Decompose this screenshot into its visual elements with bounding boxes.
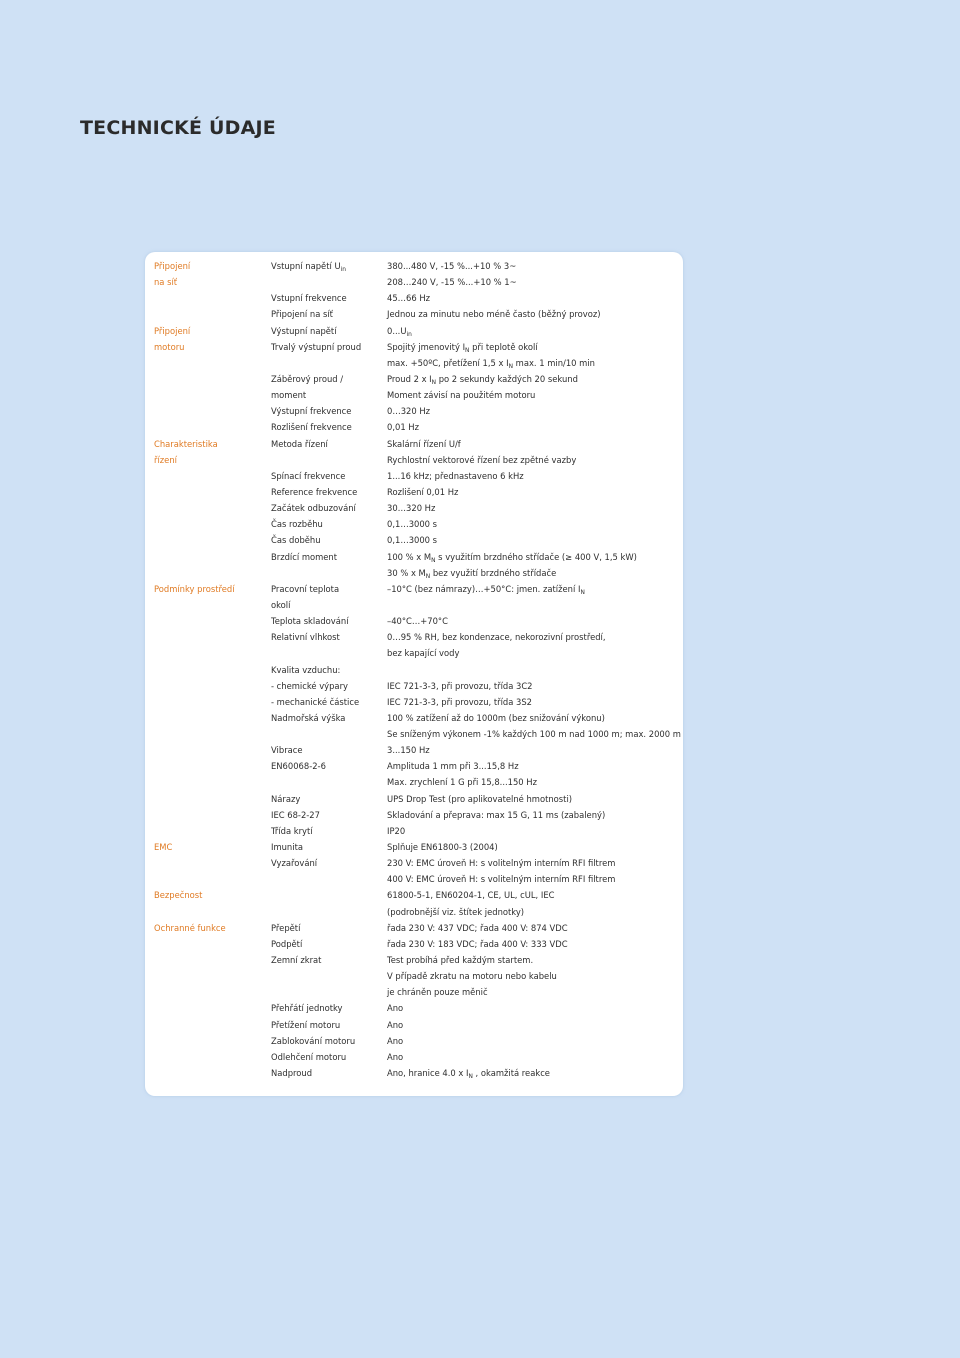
- parameter-value: 30 % x $M_N$ bez využití brzdného střídače: [387, 567, 557, 580]
- parameter-value: Skalární řízení U/f: [387, 438, 461, 449]
- parameter-label: Rozlišení frekvence: [271, 422, 352, 433]
- parameter-value: 0,1…3000 s: [387, 535, 438, 546]
- spec-row: [0, 306, 960, 322]
- parameter-value: 0,01 Hz: [387, 422, 420, 433]
- parameter-label: - chemické výpary: [271, 680, 348, 691]
- page-title: TECHNICKÉ ÚDAJE: [80, 117, 276, 139]
- spec-row: [0, 694, 960, 710]
- spec-row: [0, 468, 960, 484]
- parameter-value: UPS Drop Test (pro aplikovatelné hmotnosti): [387, 793, 573, 804]
- parameter-label: Čas doběhu: [271, 535, 321, 546]
- spec-row: [0, 436, 960, 452]
- parameter-value: –40°C…+70°C: [387, 616, 448, 627]
- parameter-label: Přepětí: [271, 922, 301, 933]
- parameter-value: IEC 721-3-3, při provozu, třída 3C2: [387, 680, 533, 691]
- spec-row: [0, 581, 960, 597]
- parameter-label: Třída krytí: [271, 825, 313, 836]
- spec-row: [0, 339, 960, 355]
- parameter-label: Připojení na síť: [271, 309, 333, 320]
- parameter-label: Zemní zkrat: [271, 955, 322, 966]
- parameter-value: 1...16 kHz; přednastaveno 6 kHz: [387, 470, 524, 481]
- parameter-value: 45…66 Hz: [387, 293, 431, 304]
- parameter-value: 0,1…3000 s: [387, 519, 438, 530]
- parameter-value: IP20: [387, 825, 406, 836]
- parameter-value: (podrobnější viz. štítek jednotky): [387, 906, 525, 917]
- spec-row: [0, 936, 960, 952]
- parameter-label: IEC 68-2-27: [271, 809, 320, 820]
- parameter-value: max. +50ºC, přetížení 1,5 x $I_N$ max. 1 min/10 min: [387, 357, 595, 370]
- spec-row: [0, 774, 960, 790]
- parameter-value: Skladování a přeprava: max 15 G, 11 ms (zabalený): [387, 809, 606, 820]
- parameter-label: Výstupní napětí: [271, 325, 337, 336]
- spec-row: [0, 403, 960, 419]
- section-label: Připojení: [154, 261, 191, 271]
- spec-row: [0, 323, 960, 339]
- parameter-value: 0…95 % RH, bez kondenzace, nekorozivní prostředí,: [387, 632, 606, 643]
- parameter-value: Amplituda 1 mm při 3...15,8 Hz: [387, 761, 519, 772]
- spec-row: [0, 1033, 960, 1049]
- parameter-value: 400 V: EMC úroveň H: s volitelným interním RFI filtrem: [387, 874, 616, 885]
- parameter-value: Moment závisí na použitém motoru: [387, 390, 536, 401]
- parameter-value: V případě zkratu na motoru nebo kabelu: [387, 971, 557, 982]
- parameter-value: Spojitý jmenovitý $I_N$ při teplotě okolí: [387, 341, 538, 354]
- spec-row: [0, 549, 960, 565]
- parameter-value: 100 % x $M_N$ s využitím brzdného střídače (≥ 400 V, 1,5 kW): [387, 551, 637, 564]
- parameter-label: Podpětí: [271, 938, 303, 949]
- parameter-value: Ano: [387, 1051, 404, 1062]
- spec-row: [0, 887, 960, 903]
- spec-row: [0, 678, 960, 694]
- section-label: Bezpečnost: [154, 890, 203, 901]
- parameter-label: moment: [271, 390, 307, 401]
- spec-row: [0, 274, 960, 290]
- parameter-value: je chráněn pouze měnič: [387, 987, 488, 998]
- parameter-value: Max. zrychlení 1 G při 15,8...150 Hz: [387, 777, 537, 788]
- parameter-value: 230 V: EMC úroveň H: s volitelným interním RFI filtrem: [387, 858, 616, 869]
- parameter-value: řada 230 V: 437 VDC; řada 400 V: 874 VDC: [387, 922, 568, 933]
- section-label: na síť: [154, 277, 178, 288]
- parameter-label: Odlehčení motoru: [271, 1051, 347, 1062]
- spec-row: [0, 516, 960, 532]
- parameter-value: Splňuje EN61800-3 (2004): [387, 842, 498, 853]
- spec-row: [0, 791, 960, 807]
- spec-row: [0, 839, 960, 855]
- parameter-label: Kvalita vzduchu:: [271, 664, 341, 675]
- parameter-label: Výstupní frekvence: [271, 406, 352, 417]
- parameter-label: Nadproud: [271, 1068, 313, 1078]
- parameter-label: Brzdící moment: [271, 551, 338, 562]
- parameter-label: Zablokování motoru: [271, 1035, 356, 1046]
- spec-row: [0, 500, 960, 516]
- spec-row: [0, 952, 960, 968]
- parameter-label: Metoda řízení: [271, 438, 328, 449]
- spec-row: [0, 355, 960, 371]
- spec-row: [0, 920, 960, 936]
- parameter-label: Nadmořská výška: [271, 712, 346, 723]
- parameter-value: Ano: [387, 1003, 404, 1014]
- parameter-label: Trvalý výstupní proud: [271, 341, 362, 352]
- spec-row: [0, 855, 960, 871]
- parameter-value: 61800-5-1, EN60204-1, CE, UL, cUL, IEC: [387, 890, 555, 901]
- section-label: Podmínky prostředí: [154, 583, 235, 594]
- parameter-label: okolí: [271, 599, 291, 610]
- parameter-value: 3...150 Hz: [387, 745, 430, 756]
- parameter-label: EN60068-2-6: [271, 761, 326, 772]
- spec-row: [0, 823, 960, 839]
- spec-row: [0, 984, 960, 1000]
- parameter-label: Začátek odbuzování: [271, 503, 356, 514]
- parameter-value: Test probíhá před každým startem.: [387, 955, 534, 966]
- parameter-value: Ano, hranice 4.0 x $I_N$ , okamžitá reakce: [387, 1068, 550, 1080]
- spec-row: [0, 597, 960, 613]
- parameter-label: Vyzařování: [271, 858, 318, 869]
- parameter-label: Vstupní frekvence: [271, 293, 347, 304]
- spec-row: [0, 613, 960, 629]
- parameter-label: Nárazy: [271, 793, 301, 804]
- parameter-value: Rychlostní vektorové řízení bez zpětné vazby: [387, 454, 577, 465]
- parameter-value: 100 % zatížení až do 1000m (bez snižování výkonu): [387, 712, 605, 723]
- spec-row: [0, 1049, 960, 1065]
- spec-row: [0, 871, 960, 887]
- section-label: EMC: [154, 842, 173, 853]
- spec-row: [0, 290, 960, 306]
- spec-row: [0, 742, 960, 758]
- section-label: Charakteristika: [154, 438, 218, 449]
- parameter-value: Rozlišení 0,01 Hz: [387, 486, 459, 497]
- parameter-value: –10°C (bez námrazy)…+50°C: jmen. zatížení $I_N$: [387, 583, 585, 596]
- parameter-label: Vibrace: [271, 745, 303, 756]
- parameter-value: 380...480 V, -15 %...+10 % 3~: [387, 261, 517, 271]
- spec-row: [0, 484, 960, 500]
- spec-row: [0, 532, 960, 548]
- parameter-value: IEC 721-3-3, při provozu, třída 3S2: [387, 696, 532, 707]
- parameter-label: Reference frekvence: [271, 486, 358, 497]
- parameter-label: Pracovní teplota: [271, 583, 340, 594]
- spec-row: [0, 452, 960, 468]
- parameter-value: 30…320 Hz: [387, 503, 436, 514]
- parameter-value: Se sníženým výkonem -1% každých 100 m nad 1000 m; max. 2000 m: [387, 729, 681, 740]
- spec-row: [0, 645, 960, 661]
- spec-row: [0, 807, 960, 823]
- spec-row: [0, 258, 960, 274]
- spec-row: [0, 629, 960, 645]
- spec-row: [0, 904, 960, 920]
- spec-row: [0, 1000, 960, 1016]
- spec-row: [0, 387, 960, 403]
- parameter-value: Ano: [387, 1019, 404, 1030]
- section-label: motoru: [154, 341, 185, 352]
- parameter-label: - mechanické částice: [271, 696, 360, 707]
- spec-row: [0, 565, 960, 581]
- spec-row: [0, 1017, 960, 1033]
- parameter-label: Přehřátí jednotky: [271, 1003, 343, 1014]
- parameter-label: Čas rozběhu: [271, 519, 323, 530]
- parameter-value: Ano: [387, 1035, 404, 1046]
- spec-row: [0, 968, 960, 984]
- spec-row: [0, 1065, 960, 1081]
- parameter-label: Relativní vlhkost: [271, 632, 340, 643]
- parameter-value: bez kapající vody: [387, 648, 460, 659]
- section-label: řízení: [154, 454, 177, 465]
- spec-row: [0, 662, 960, 678]
- section-label: Ochranné funkce: [154, 922, 226, 933]
- parameter-value: Jednou za minutu nebo méně často (běžný provoz): [387, 309, 601, 320]
- parameter-value: 0…320 Hz: [387, 406, 431, 417]
- spec-row: [0, 710, 960, 726]
- parameter-value: $0...U_{in}$: [387, 325, 412, 338]
- parameter-label: Záběrový proud /: [271, 373, 344, 384]
- spec-row: [0, 371, 960, 387]
- section-label: Připojení: [154, 325, 191, 336]
- parameter-value: 208…240 V, -15 %...+10 % 1~: [387, 277, 517, 288]
- parameter-label: Přetížení motoru: [271, 1019, 341, 1030]
- parameter-label: Spínací frekvence: [271, 470, 346, 481]
- parameter-label: Teplota skladování: [271, 616, 349, 627]
- spec-row: [0, 726, 960, 742]
- parameter-value: Proud 2 x $I_N$ po 2 sekundy každých 20 sekund: [387, 373, 578, 386]
- parameter-label: Imunita: [271, 842, 303, 853]
- spec-row: [0, 758, 960, 774]
- parameter-label: Vstupní napětí $U_{in}$: [271, 261, 346, 273]
- spec-row: [0, 419, 960, 435]
- parameter-value: řada 230 V: 183 VDC; řada 400 V: 333 VDC: [387, 938, 568, 949]
